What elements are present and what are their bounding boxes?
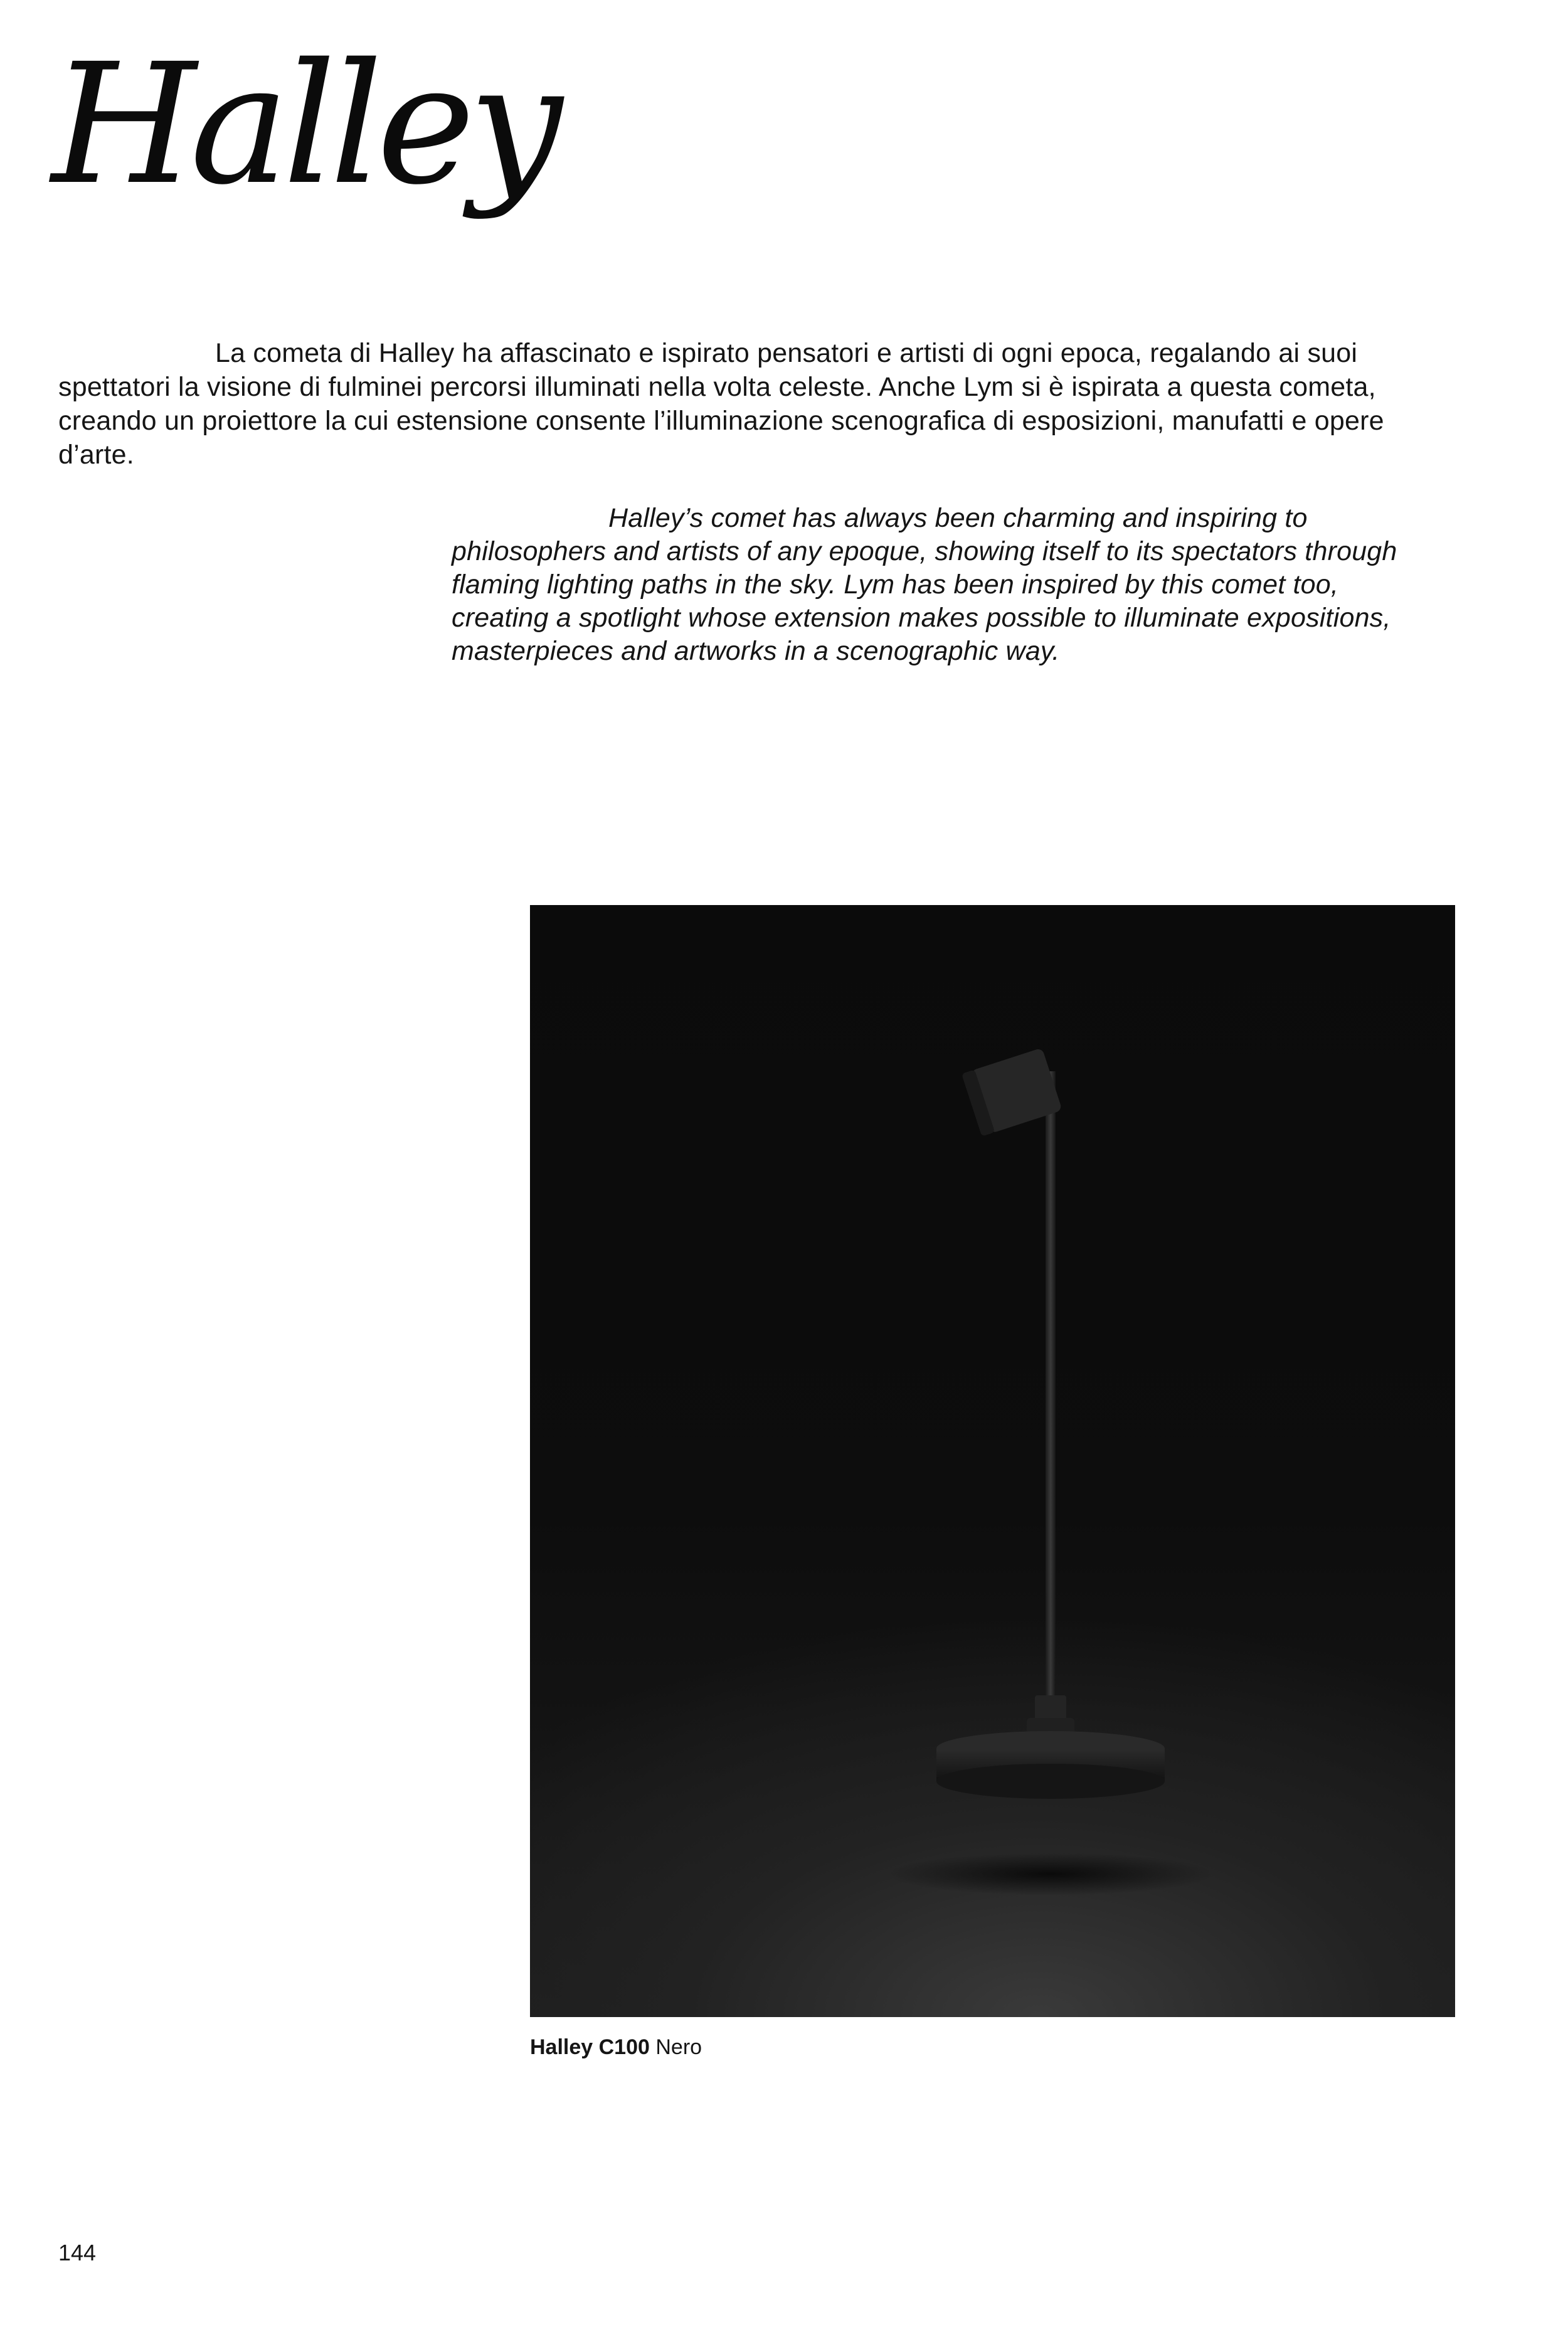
intro-text-italian: La cometa di Halley ha affascinato e ispirato pensatori e artisti di ogni epoca, regalando ai suoi spettatori la visione di fulminei percorsi illuminati nella volta celeste. Anche Lym si è ispirata a questa cometa, creando un proiettore la cui estensione consente l’illuminazione scenografica di esposizioni, manufatti e opere d’arte.: [58, 338, 1384, 470]
product-photo: [530, 905, 1455, 2017]
caption-model: Halley C100: [530, 2035, 650, 2059]
intro-text-english: Halley’s comet has always been charming and inspiring to philosophers and artists of any epoque, showing itself to its spectators through flaming lighting paths in the sky. Lym has been inspired by this comet too, creating a spotlight whose extension makes possible to illuminate expositions, masterpieces and artworks in a scenographic way.: [452, 503, 1397, 666]
caption-finish: Nero: [655, 2035, 702, 2059]
page-title: Halley: [51, 28, 557, 221]
lamp-illustration: [530, 905, 1455, 2017]
photo-caption: [530, 2033, 702, 2061]
page-number: 144: [58, 2240, 97, 2265]
